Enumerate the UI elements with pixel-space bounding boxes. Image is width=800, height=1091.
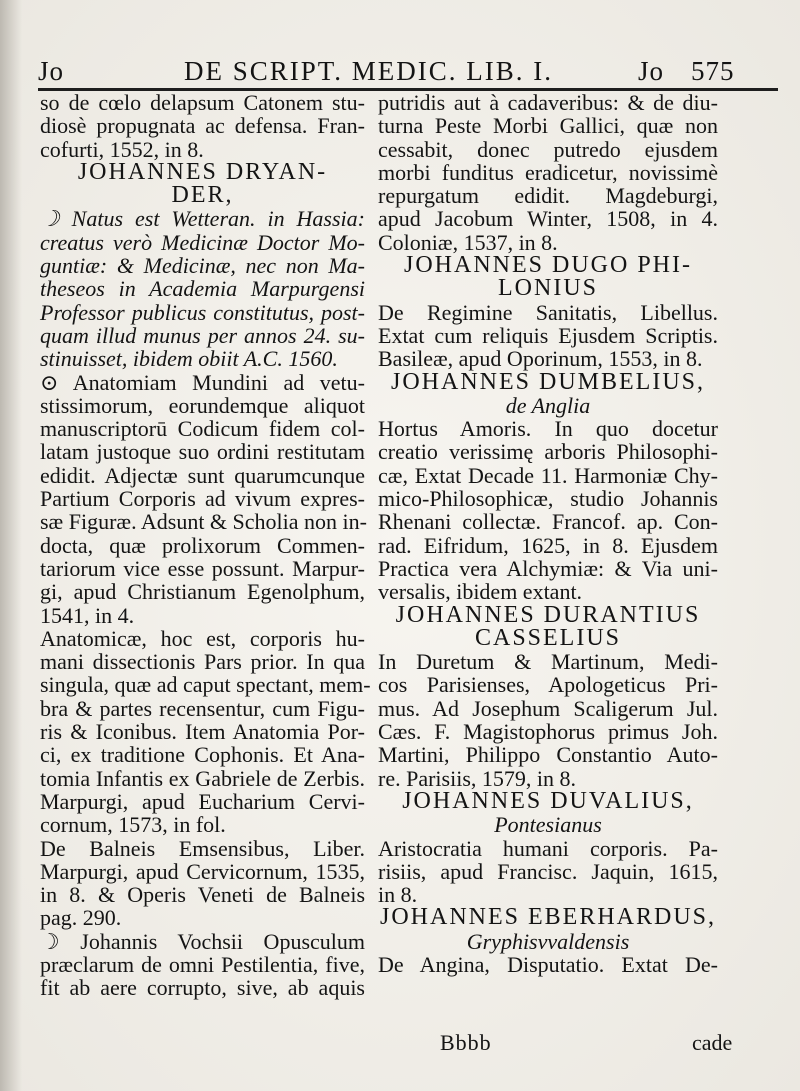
- text-line: sæ Figuræ. Adsunt & Scholia non in-: [40, 509, 367, 535]
- text-line: creatus verò Medicinæ Doctor Mo-: [40, 229, 365, 255]
- text-line: cornum, 1573, in fol.: [40, 812, 226, 838]
- catchword: cade: [692, 1030, 733, 1055]
- text-line: so de cœlo delapsum Catonem stu-: [40, 90, 365, 115]
- entry-heading: JOHANNES DURANTIUS: [395, 601, 701, 628]
- text-line: turna Peste Morbi Gallici, quæ non: [378, 113, 718, 139]
- entry-heading: JOHANNES DUGO PHI-: [404, 252, 692, 279]
- text-line: rad. Eifridum, 1625, in 8. Ejusdem: [378, 532, 718, 558]
- text-line: quam illud munus per annos 24. su-: [40, 322, 365, 348]
- text-line: De Balneis Emsensibus, Liber.: [40, 835, 365, 861]
- signature-mark: Bbbb: [440, 1030, 492, 1055]
- text-line: risiis, apud Francisc. Jaquin, 1615,: [378, 858, 718, 884]
- entry-heading: JOHANNES EBERHARDUS,: [379, 904, 717, 931]
- entry-heading: JOHANNES DRYAN-: [77, 158, 328, 185]
- entry-heading: JOHANNES DUMBELIUS,: [390, 368, 705, 395]
- text-line: Cæs. F. Magistophorus primus Joh.: [378, 719, 718, 745]
- text-line: stinuisset, ibidem obiit A.C. 1560.: [40, 346, 338, 372]
- text-line: ☽ Johannis Vochsii Opusculum: [40, 928, 365, 954]
- text-line: guntiæ: & Medicinæ, nec non Ma-: [40, 253, 365, 279]
- text-line: ☽ Natus est Wetteran. in Hassia:: [40, 206, 365, 232]
- text-line: docta, quæ prolixorum Commen-: [40, 532, 365, 558]
- text-line: fit ab aere corrupto, sive, ab aquis: [40, 975, 365, 1001]
- text-line: cæ, Extat Decade 11. Harmoniæ Chy-: [378, 462, 718, 488]
- right-column: [378, 91, 718, 976]
- text-line: De Angina, Disputatio. Extat De-: [378, 951, 718, 977]
- text-line: in 8.: [378, 882, 418, 908]
- text-line: Professor publicus constitutus, post-: [40, 299, 365, 325]
- text-line: putridis aut à cadaveribus: & de diu-: [378, 90, 718, 115]
- text-line: manuscriptorū Codicum fidem col-: [40, 416, 365, 442]
- text-line: morbi funditus eradicetur, novissimè: [378, 159, 718, 185]
- left-column: [40, 90, 371, 1001]
- text-line: cofurti, 1552, in 8.: [40, 136, 204, 162]
- text-line: De Regimine Sanitatis, Libellus.: [378, 299, 718, 325]
- text-line: Pontesianus: [494, 812, 602, 838]
- text-line: repurgatum edidit. Magdeburgi,: [378, 183, 718, 209]
- text-line: theseos in Academia Marpurgensi: [40, 276, 365, 302]
- text-line: Basileæ, apud Oporinum, 1553, in 8.: [378, 346, 703, 372]
- text-line: cos Parisienses, Apologeticus Pri-: [378, 672, 718, 698]
- text-line: apud Jacobum Winter, 1508, in 4.: [378, 206, 718, 232]
- text-line: re. Parisiis, 1579, in 8.: [378, 765, 576, 791]
- header-title: DE SCRIPT. MEDIC. LIB. I.: [184, 56, 554, 86]
- text-line: creatio verissimę arboris Philosophi-: [378, 439, 718, 465]
- text-line: edidit. Adjectæ sunt quarumcunque: [40, 462, 365, 488]
- text-line: mico-Philosophicæ, studio Johannis: [378, 486, 718, 512]
- text-line: ⊙ Anatomiam Mundini ad vetu-: [40, 369, 365, 395]
- page-number: 575: [691, 56, 735, 86]
- text-line: de Anglia: [505, 392, 591, 418]
- text-line: pag. 290.: [40, 905, 122, 931]
- text-line: Martini, Philippo Constantio Auto-: [378, 742, 718, 768]
- text-line: Aristocratia humani corporis. Pa-: [378, 835, 718, 861]
- header-right-signature: Jo: [638, 56, 665, 86]
- gutter-shadow: [0, 0, 22, 1091]
- entry-heading: LONIUS: [498, 275, 598, 302]
- text-line: Coloniæ, 1537, in 8.: [378, 229, 558, 255]
- text-line: Anatomicæ, hoc est, corporis hu-: [40, 625, 365, 651]
- text-line: Marpurgi, apud Eucharium Cervi-: [40, 788, 365, 814]
- text-line: Rhenani collectæ. Francof. ap. Con-: [378, 509, 718, 535]
- text-line: Extat cum reliquis Ejusdem Scriptis.: [378, 322, 718, 348]
- text-line: tomia Infantis ex Gabriele de Zerbis.: [40, 765, 365, 791]
- text-line: latam justoque suo ordini restitutam: [40, 439, 365, 465]
- text-line: ris & Iconibus. Item Anatomia Por-: [40, 719, 365, 745]
- text-line: Marpurgi, apud Cervicornum, 1535,: [40, 858, 365, 884]
- entry-heading: CASSELIUS: [474, 624, 622, 651]
- text-line: Practica vera Alchymiæ: & Via uni-: [378, 555, 718, 581]
- text-line: singula, quæ ad caput spectant, mem-: [40, 672, 371, 698]
- text-line: bra & partes recensentur, cum Figu-: [40, 695, 365, 721]
- text-line: In Duretum & Martinum, Medi-: [378, 649, 718, 675]
- text-line: ci, ex traditione Cophonis. Et Ana-: [40, 742, 365, 768]
- entry-heading: DER,: [171, 182, 234, 209]
- entry-heading: JOHANNES DUVALIUS,: [402, 787, 694, 814]
- text-line: Gryphisvvaldensis: [466, 928, 630, 954]
- header-left-signature: Jo: [38, 56, 65, 86]
- text-line: versalis, ibidem extant.: [378, 579, 583, 605]
- text-line: tariorum vice esse possunt. Marpur-: [40, 555, 365, 581]
- running-header: [38, 56, 778, 90]
- text-line: in 8. & Operis Veneti de Balneis: [40, 882, 365, 908]
- text-line: mani dissectionis Pars prior. In qua: [40, 649, 365, 675]
- text-line: Partium Corporis ad vivum expres-: [40, 486, 365, 512]
- text-line: Hortus Amoris. In quo docetur: [378, 416, 718, 442]
- text-line: cessabit, donec putredo ejusdem: [378, 136, 718, 162]
- text-line: stissimorum, eorundemque aliquot: [40, 392, 365, 418]
- text-line: gi, apud Christianum Egenolphum,: [40, 579, 365, 605]
- text-line: præclarum de omni Pestilentia, five,: [40, 951, 365, 977]
- text-line: mus. Ad Josephum Scaligerum Jul.: [378, 695, 718, 721]
- text-line: 1541, in 4.: [40, 602, 135, 628]
- text-line: diosè propugnata ac defensa. Fran-: [40, 113, 365, 139]
